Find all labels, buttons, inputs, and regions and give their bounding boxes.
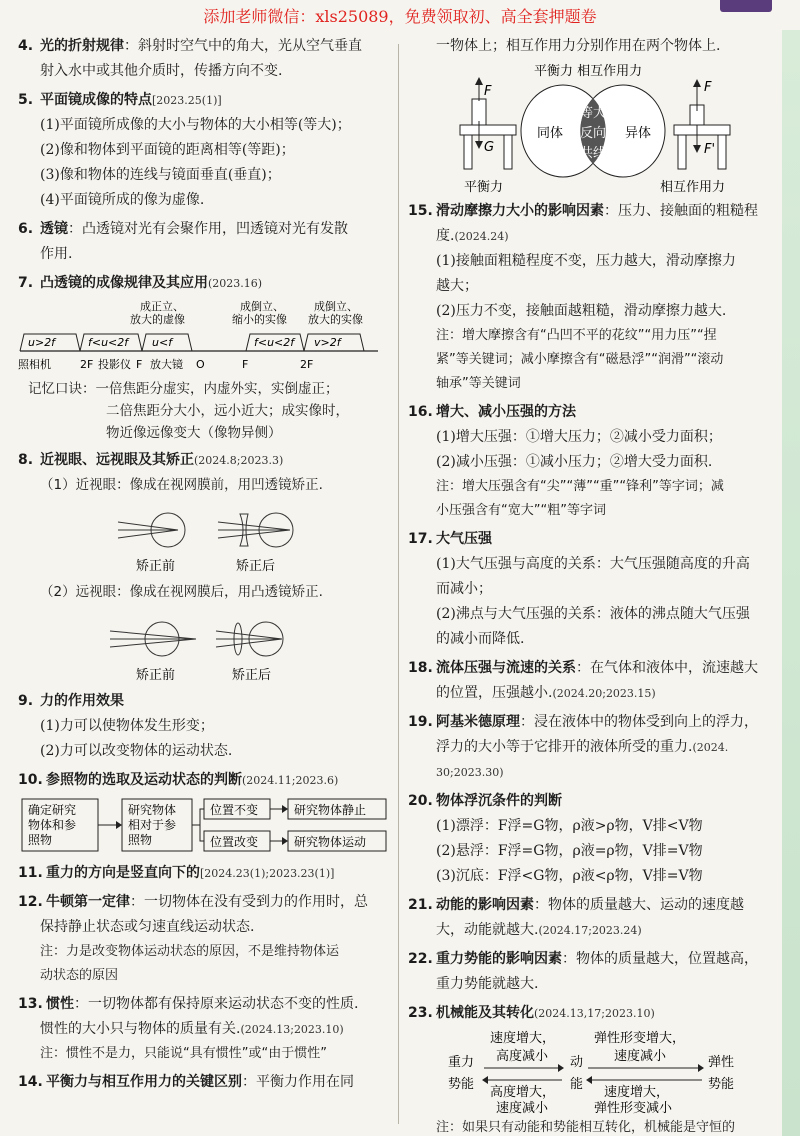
text-line: (2)沸点与大气压强的关系：液体的沸点随大气压强 [436, 606, 750, 622]
label-o: O [196, 358, 205, 371]
section-8 [18, 448, 390, 685]
label-real-large-1: 成倒立、 [314, 300, 358, 313]
text-line: ：一切物体都有保持原来运动状态不变的性质. [74, 996, 359, 1012]
mnemonic-line: 物近像远像变大（像物异侧） [106, 425, 282, 441]
text-line: 一物体上；相互作用力分别作用在两个物体上. [436, 38, 721, 54]
reference-frame-flowchart [18, 795, 390, 857]
text-line: ：物体的质量越大，位置越高， [562, 951, 758, 967]
section-title: 重力势能的影响因素 [436, 951, 562, 967]
banner-text: 添加老师微信：xls25089，免费领取初、高全套押题卷 [203, 6, 597, 26]
interaction-force-figure [674, 79, 730, 169]
branch-down [200, 825, 204, 841]
section-22 [408, 947, 776, 997]
arrow-text-b1: 高度增大， [490, 1085, 556, 1100]
exam-ref: (2024. [692, 741, 729, 754]
section-15 [408, 199, 776, 396]
section-number: 9. [18, 693, 34, 709]
section-title: 物体浮沉条件的判断 [436, 793, 562, 809]
exam-ref: (2024.13;2023.10) [240, 1023, 344, 1036]
note-line: 注：增大压强含有“尖”“薄”“重”“锋利”等字词；减 [436, 479, 724, 494]
text-line: 的减小而降低. [436, 631, 525, 647]
arrow-text-t2: 高度减小 [496, 1049, 549, 1064]
text-line: (1)平面镜所成像的大小与物体的大小相等(等大)； [40, 117, 351, 133]
label-F-prime: F' [704, 142, 716, 157]
range-f-v-2f: f<u<2f [254, 336, 295, 349]
ke-label-1: 动 [570, 1055, 584, 1070]
venn-left-label: 同体 [537, 126, 564, 141]
box-a-line3: 照物 [28, 833, 53, 847]
text-line: 保持静止状态或匀速直线运动状态. [40, 919, 255, 935]
note-line: 动状态的原因 [40, 968, 119, 983]
section-9 [18, 689, 390, 764]
section-14 [18, 1070, 390, 1095]
caption-balanced: 平衡力 [464, 180, 504, 195]
text-line: 作用. [40, 246, 73, 262]
arrow-2-head [282, 805, 288, 813]
section-number: 23. [408, 1005, 433, 1021]
section-number: 18. [408, 660, 433, 676]
corner-tab [720, 0, 772, 12]
box-d1: 研究物体静止 [294, 803, 367, 817]
venn-center-3: 共线 [580, 146, 607, 161]
text-line: (1)接触面粗糙程度不变，压力越大，滑动摩擦力 [436, 253, 736, 269]
text-line: （2）远视眼：像成在视网膜后，用凸透镜矫正. [40, 584, 323, 600]
section-number: 7. [18, 275, 34, 291]
label-real-small-1: 成倒立、 [240, 300, 284, 313]
section-title: 动能的影响因素 [436, 897, 534, 913]
eye-before-2 [110, 622, 196, 656]
text-line: 大，动能就越大. [436, 922, 539, 938]
section-number: 21. [408, 897, 433, 913]
section-5 [18, 88, 390, 213]
section-title: 参照物的选取及运动状态的判断 [46, 772, 242, 788]
section-12 [18, 890, 390, 988]
caption-after: 矫正后 [236, 559, 276, 574]
section-title: 平面镜成像的特点 [40, 92, 152, 108]
caption-interaction: 相互作用力 [660, 180, 726, 195]
exam-ref: (2024.17;2023.24) [538, 924, 642, 937]
arrow-text-b4: 弹性形变减小 [594, 1101, 673, 1114]
mnemonic-line: 二倍焦距分大小，远小近大；成实像时， [106, 403, 349, 419]
section-20 [408, 789, 776, 889]
section-title: 机械能及其转化 [436, 1005, 534, 1021]
text-line: 而减小； [436, 581, 492, 597]
exam-ref: 30;2023.30) [436, 766, 504, 779]
text-line: ：凸透镜对光有会聚作用，凹透镜对光有发散 [68, 221, 348, 237]
section-19 [408, 710, 776, 785]
mnemonic-line: 一倍焦距分虚实，内虚外实，实倒虚正； [95, 381, 339, 397]
mnemonic [18, 378, 390, 400]
text-line: ：一切物体在没有受到力的作用时，总 [130, 894, 368, 910]
label-real-large-2: 放大的实像 [308, 313, 363, 326]
caption-before: 矫正前 [136, 559, 176, 574]
section-21 [408, 893, 776, 943]
arrow-text-t1: 速度增大， [490, 1031, 556, 1046]
text-line: ：平衡力作用在同 [242, 1074, 354, 1090]
box-b-line3: 照物 [128, 833, 153, 847]
section-10 [18, 768, 390, 857]
note-line: 轴承”等关键词 [436, 376, 521, 391]
left-column [18, 34, 390, 1099]
arrow-text-t3: 弹性形变增大， [594, 1031, 686, 1046]
force-comparison-diagram [408, 61, 776, 197]
exam-ref: (2023.16) [208, 277, 263, 290]
box-b-line1: 研究物体 [128, 803, 177, 817]
range-u-gt-2f: u>2f [28, 336, 56, 349]
lens-imaging-diagram [18, 298, 390, 376]
gpe-label-1: 重力 [448, 1055, 475, 1070]
text-line: ：浸在液体中的物体受到向上的浮力， [520, 714, 758, 730]
eye-after [218, 513, 293, 547]
section-7 [18, 271, 390, 444]
float-condition: (1)漂浮：F浮=G物，ρ液>ρ物，V排<V物 [436, 818, 703, 834]
arrow-text-b3: 速度增大， [604, 1085, 670, 1100]
myopia-diagram [18, 500, 390, 578]
section-title: 惯性 [46, 996, 74, 1012]
exam-ref: [2024.23(1);2023.23(1)] [200, 867, 335, 880]
text-line: 惯性的大小只与物体的质量有关. [40, 1021, 241, 1037]
epe-label-2: 势能 [708, 1077, 735, 1092]
label-2f: 2F [80, 358, 94, 371]
section-title: 流体压强与流速的关系 [436, 660, 576, 676]
section-13 [18, 992, 390, 1066]
section-title: 近视眼、远视眼及其矫正 [40, 452, 194, 468]
arrow-epe-ke-head [586, 1076, 592, 1084]
label-F-left: F [484, 84, 492, 99]
section-11 [18, 861, 390, 886]
section-number: 4. [18, 38, 34, 54]
range-u-lt-f: u<f [152, 336, 173, 349]
section-title: 力的作用效果 [40, 693, 124, 709]
right-column [408, 34, 776, 1136]
section-number: 17. [408, 531, 433, 547]
note-line: 注：惯性不是力，只能说“具有惯性”或“由于惯性” [40, 1046, 327, 1061]
section-title: 牛顿第一定律 [46, 894, 130, 910]
label-f: F [136, 358, 143, 371]
text-line: 越大； [436, 278, 478, 294]
promo-banner [0, 0, 800, 30]
page-edge-stripe [782, 30, 800, 1136]
exam-ref: (2024.13,17;2023.10) [534, 1007, 655, 1020]
range-f-u-2f: f<u<2f [88, 336, 129, 349]
section-title: 增大、减小压强的方法 [436, 404, 576, 420]
text-line: ：在气体和液体中，流速越大 [576, 660, 758, 676]
section-title: 平衡力与相互作用力的关键区别 [46, 1074, 242, 1090]
text-line: （1）近视眼：像成在视网膜前，用凹透镜矫正. [40, 477, 323, 493]
text-line: ：斜射时空气中的角大，光从空气垂直 [124, 38, 362, 54]
section-number: 19. [408, 714, 433, 730]
section-title: 滑动摩擦力大小的影响因素 [436, 203, 604, 219]
section-number: 22. [408, 951, 433, 967]
arrow-text-t4: 速度减小 [614, 1049, 667, 1064]
section-number: 13. [18, 996, 43, 1012]
text-line: (3)像和物体的连线与镜面垂直(垂直)； [40, 167, 281, 183]
section-18 [408, 656, 776, 706]
section-number: 15. [408, 203, 433, 219]
range-v-gt-2f: v>2f [314, 336, 341, 349]
exam-ref: (2024.8;2023.3) [194, 454, 284, 467]
venn-center-2: 反向 [580, 126, 607, 141]
column-divider [398, 44, 399, 1124]
section-title: 光的折射规律 [40, 38, 124, 54]
section-number: 8. [18, 452, 34, 468]
section-number: 20. [408, 793, 433, 809]
box-a-line1: 确定研究 [28, 803, 77, 817]
section-number: 6. [18, 221, 34, 237]
epe-label-1: 弹性 [708, 1055, 735, 1070]
text-line: (1)增大压强：①增大压力；②减小受力面积； [436, 429, 722, 445]
note-line: 注：如果只有动能和势能相互转化，机械能是守恒的 [436, 1120, 736, 1135]
text-line: 浮力的大小等于它排开的液体所受的重力. [436, 739, 693, 755]
arrow-3-head [282, 837, 288, 845]
section-title: 重力的方向是竖直向下的 [46, 865, 200, 881]
note-line: 紧”等关键词；减小摩擦含有“磁悬浮”“润滑”“滚动 [436, 352, 724, 367]
mnemonic-label: 记忆口诀： [28, 381, 96, 397]
text-line: (2)像和物体到平面镜的距离相等(等距)； [40, 142, 295, 158]
exam-ref: (2024.24) [454, 230, 509, 243]
text-line: (1)大气压强与高度的关系：大气压强随高度的升高 [436, 556, 750, 572]
sink-condition: (3)沉底：F浮<G物，ρ液<ρ物，V排=V物 [436, 868, 703, 884]
label-projector: 投影仪 [98, 358, 131, 371]
note-line: 小压强含有“宽大”“粗”等字词 [436, 503, 606, 518]
section-number: 16. [408, 404, 433, 420]
text-line: (1)力可以使物体发生形变； [40, 718, 214, 734]
section-number: 11. [18, 865, 43, 881]
note-line: 注：增大摩擦含有“凸凹不平的花纹”“用力压”“捏 [436, 328, 717, 343]
section-number: 5. [18, 92, 34, 108]
section-6 [18, 217, 390, 267]
section-title: 凸透镜的成像规律及其应用 [40, 275, 208, 291]
text-line: 射入水中或其他介质时，传播方向不变. [40, 63, 283, 79]
label-G: G [484, 140, 495, 155]
arrow-text-b2: 速度减小 [496, 1101, 549, 1114]
section-16 [408, 400, 776, 523]
label-camera: 照相机 [18, 358, 51, 371]
text-line: ：压力、接触面的粗糙程 [604, 203, 758, 219]
section-title: 透镜 [40, 221, 68, 237]
arrow-ke-epe-head [698, 1064, 704, 1072]
section-title: 大气压强 [436, 531, 492, 547]
ke-label-2: 能 [570, 1077, 584, 1092]
section-number: 10. [18, 772, 43, 788]
label-F-right: F [704, 80, 712, 95]
section-number: 14. [18, 1074, 43, 1090]
suspend-condition: (2)悬浮：F浮=G物，ρ液=ρ物，V排=V物 [436, 843, 703, 859]
arrow-1-head [116, 821, 122, 829]
branch-up [192, 809, 204, 825]
venn-right-label: 异体 [625, 126, 652, 141]
text-line: (2)压力不变，接触面越粗糙，滑动摩擦力越大. [436, 303, 727, 319]
box-b-line2: 相对于参 [128, 818, 177, 832]
box-a-line2: 物体和参 [28, 818, 77, 832]
range-brackets [20, 334, 364, 351]
text-line: ：物体的质量越大、运动的速度越 [534, 897, 744, 913]
text-line: (2)力可以改变物体的运动状态. [40, 743, 233, 759]
section-number: 12. [18, 894, 43, 910]
text-line: (2)减小压强：①减小压力；②增大受力面积. [436, 454, 713, 470]
section-4 [18, 34, 390, 84]
exam-ref: (2024.20;2023.15) [552, 687, 656, 700]
label-f-right: F [242, 358, 249, 371]
hyperopia-diagram [18, 607, 390, 685]
exam-ref: [2023.25(1)] [152, 94, 222, 107]
label-real-small-2: 缩小的实像 [232, 313, 287, 326]
text-line: 重力势能就越大. [436, 976, 539, 992]
eye-after-2 [216, 622, 283, 656]
caption-before-2: 矫正前 [136, 668, 176, 683]
box-d2: 研究物体运动 [294, 835, 367, 849]
text-line: (4)平面镜所成的像为虚像. [40, 192, 205, 208]
note-line: 注：力是改变物体运动状态的原因，不是维持物体运 [40, 944, 340, 959]
text-line: 度. [436, 228, 455, 244]
arrow-ke-gpe-head [482, 1076, 488, 1084]
label-virtual-1: 成正立、 [140, 300, 184, 313]
venn-center-1: 等大 [580, 106, 607, 121]
box-c1: 位置不变 [210, 803, 259, 817]
text-line: 的位置，压强越小. [436, 685, 553, 701]
box-c2: 位置改变 [210, 835, 259, 849]
exam-ref: (2024.11;2023.6) [242, 774, 339, 787]
gpe-label-2: 势能 [448, 1077, 475, 1092]
label-2f-right: 2F [300, 358, 314, 371]
mechanical-energy-diagram [408, 1028, 776, 1114]
section-title: 阿基米德原理 [436, 714, 520, 730]
section-17 [408, 527, 776, 652]
label-magnifier: 放大镜 [150, 358, 183, 371]
section-23 [408, 1001, 776, 1136]
arrow-gpe-ke-head [558, 1064, 564, 1072]
caption-after-2: 矫正后 [232, 668, 272, 683]
label-virtual-2: 放大的虚像 [130, 313, 185, 326]
venn-title: 平衡力 相互作用力 [534, 64, 643, 79]
eye-before [118, 513, 185, 547]
